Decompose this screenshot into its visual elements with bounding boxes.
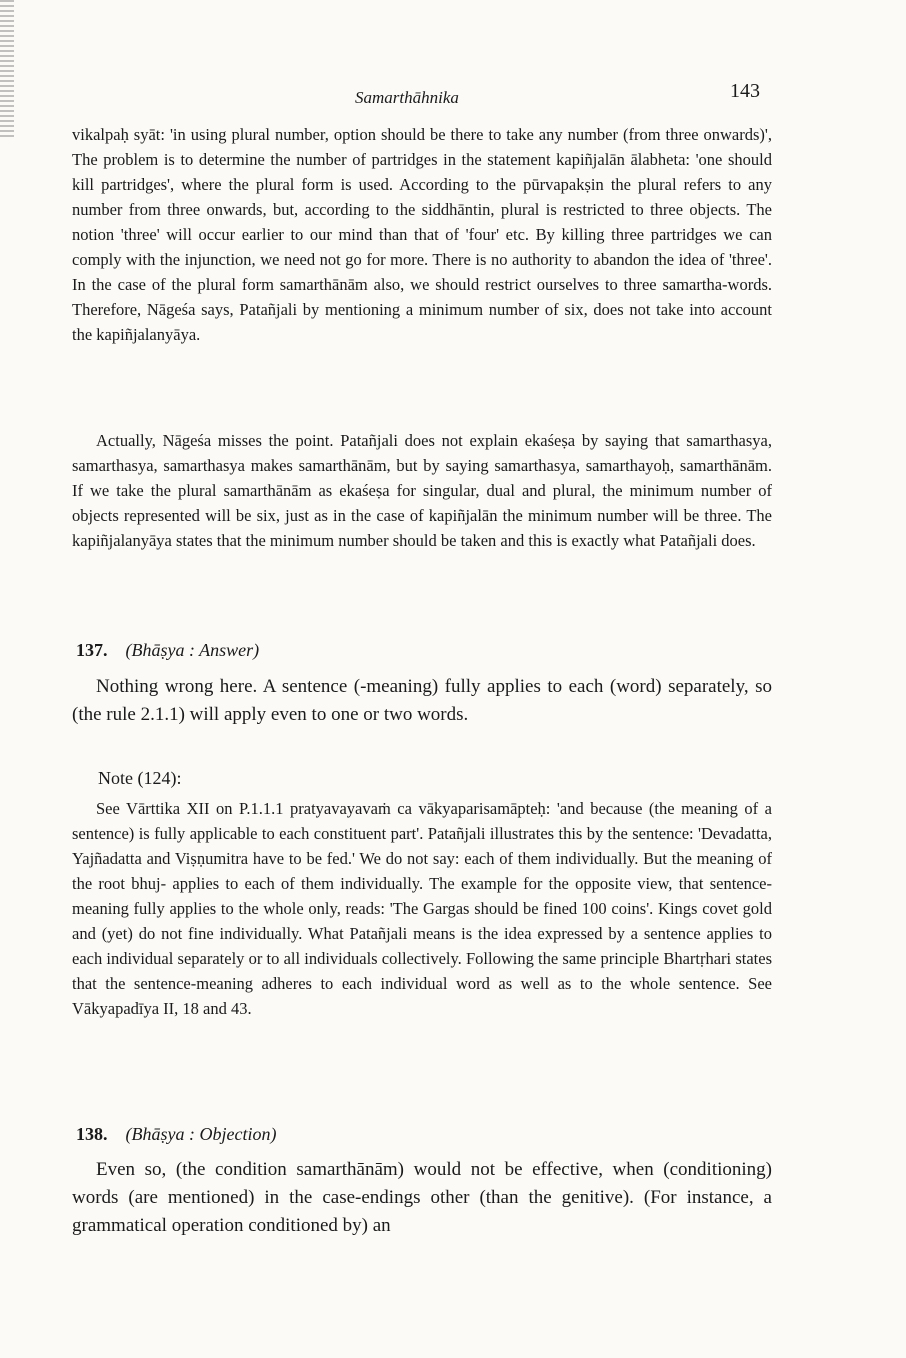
section-label: (Bhāṣya : Answer) (125, 640, 260, 660)
section-138-heading (76, 1124, 276, 1145)
note-124-text: See Vārttika XII on P.1.1.1 pratyavayavaṁ ca vākyaparisamāpteḥ: 'and because (the meaning of a sentence) is fully applicable to each constituent part'. Patañjali illustrates this by the sentence: 'Devadatta, Yajñadatta and Viṣṇumitra have to be fed.' We do not say: each of them individually. But the meaning of the root bhuj- applies to each of them individually. The example for the opposite view, that sentence-meaning fully applies to the whole only, reads: 'The Gargas should be fined 100 coins'. Kings covet gold and (yet) do not fine individually. What Patañjali means is the idea expressed by a sentence applies to each individual separately or to all individuals collectively. Following the same principle Bhartṛhari states that the sentence-meaning adheres to each individual word as well as to the whole sentence. See Vākyapadīya II, 18 and 43. (72, 799, 772, 1018)
section-number: 138. (76, 1124, 108, 1144)
running-header-title: Samarthāhnika (355, 88, 459, 107)
section-138-text: Even so, (the condition samarthānām) would not be effective, when (conditioning) words (are mentioned) in the case-endings other (than the genitive). (For instance, a grammatical operation conditioned by) an (72, 1159, 772, 1236)
section-label: (Bhāṣya : Objection) (125, 1124, 277, 1144)
note-124-heading: Note (124): (98, 768, 182, 788)
page-edge-shadow (0, 0, 14, 140)
section-137-text: Nothing wrong here. A sentence (-meaning) fully applies to each (word) separately, so (the rule 2.1.1) will apply even to one or two words. (72, 676, 772, 725)
section-137-heading (76, 640, 259, 661)
paragraph-nagesa: Actually, Nāgeśa misses the point. Patañjali does not explain ekaśeṣa by saying that samarthasya, samarthasya, samarthasya makes samarthānām, but by saying samarthasya, samarthayoḥ, samarthānām. If we take the plural samarthānām as ekaśeṣa for singular, dual and plural, the minimum number of objects represented will be six, just as in the case of kapiñjalān the minimum number will be three. The kapiñjalanyāya states that the minimum number should be taken and this is exactly what Patañjali does. (72, 431, 772, 550)
page-number: 143 (730, 80, 760, 102)
paragraph-kapinjala: vikalpaḥ syāt: 'in using plural number, option should be there to take any number (from three onwards)', The problem is to determine the number of partridges in the statement kapiñjalān ālabheta: 'one should kill partridges', where the plural form is used. According to the pūrvapakṣin the plural refers to any number from three onwards, but, according to the siddhāntin, plural is restricted to three objects. The notion 'three' will occur earlier to our mind than that of 'four' etc. By killing three partridges we can comply with the injunction, we need not go for more. There is no authority to abandon the idea of 'three'. In the case of the plural form samarthānām also, we should restrict ourselves to three samartha-words. Therefore, Nāgeśa says, Patañjali by mentioning a minimum number of six, does not take into account the kapiñjalanyāya. (72, 125, 772, 344)
section-number: 137. (76, 640, 108, 660)
